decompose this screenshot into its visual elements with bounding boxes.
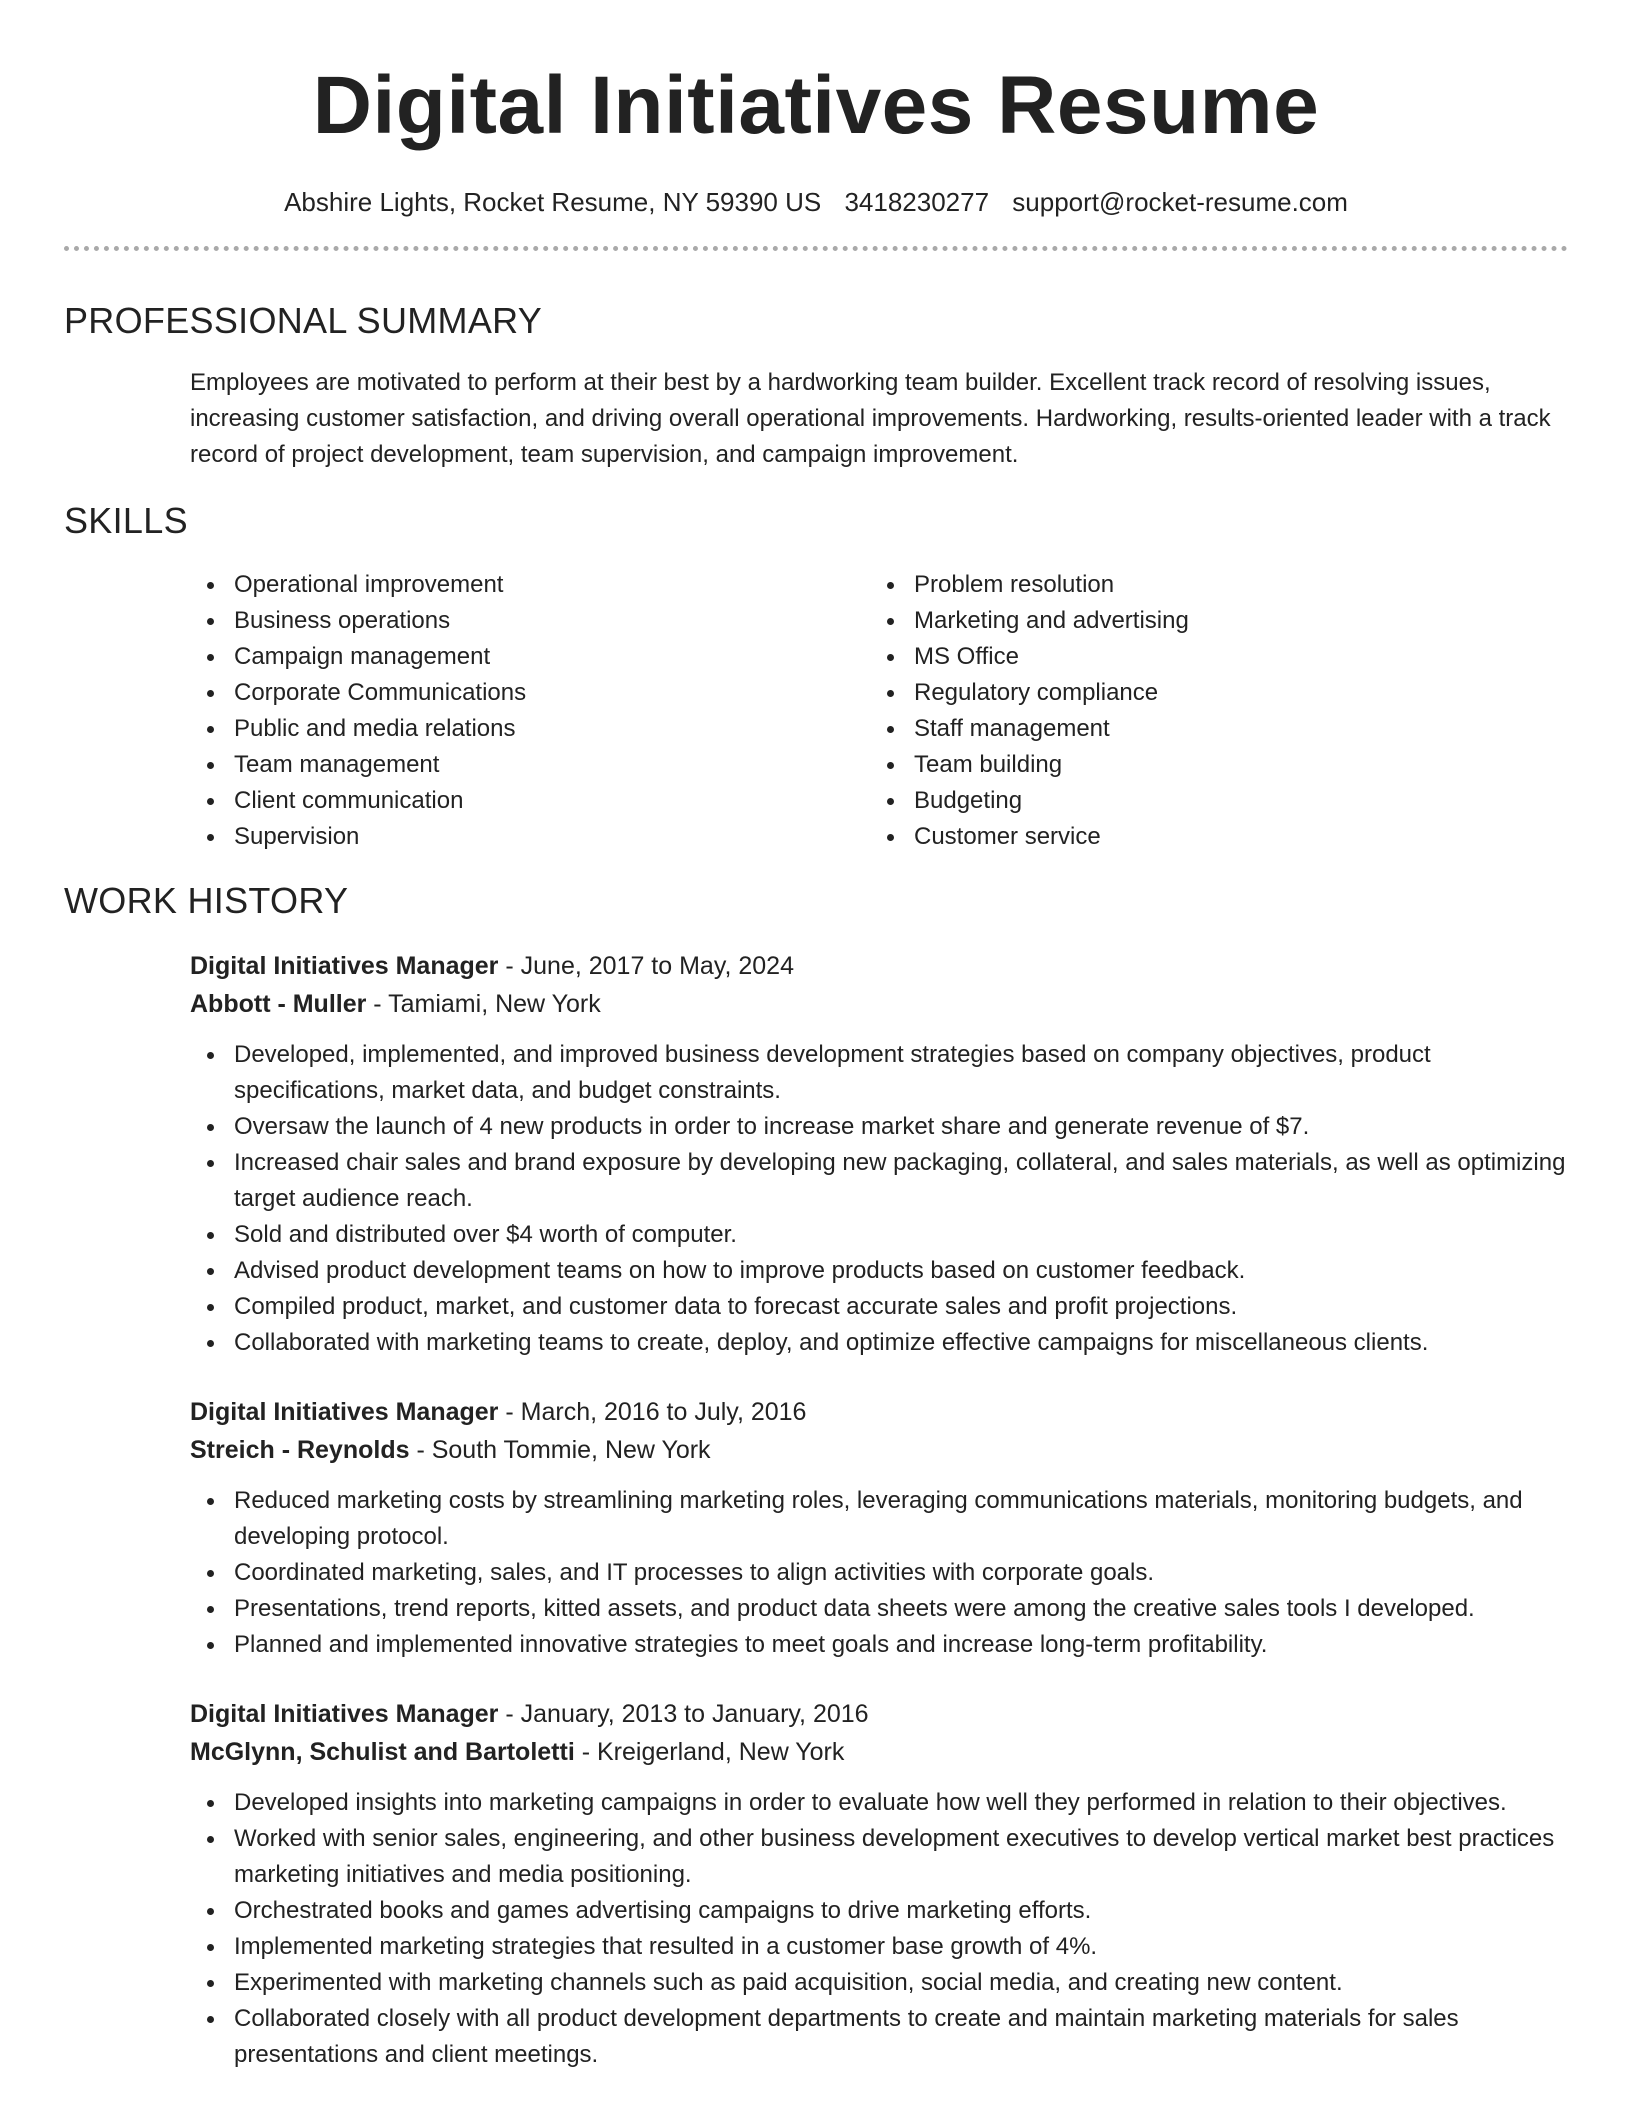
skill-item: Corporate Communications: [190, 675, 870, 711]
skills-column-right: [870, 567, 1550, 855]
job-bullet: Compiled product, market, and customer data to forecast accurate sales and profit projections.: [190, 1289, 1568, 1325]
job-bullet: Collaborated closely with all product development departments to create and maintain marketing materials for sales presentations and client meetings.: [190, 2001, 1568, 2073]
job-bullet: Orchestrated books and games advertising campaigns to drive marketing efforts.: [190, 1893, 1568, 1929]
skill-item: Supervision: [190, 819, 870, 855]
job-bullet: Reduced marketing costs by streamlining marketing roles, leveraging communications materials, monitoring budgets, and developing protocol.: [190, 1483, 1568, 1555]
skill-item: Staff management: [870, 711, 1550, 747]
job-company: Streich - Reynolds: [190, 1436, 410, 1464]
job-bullet: Implemented marketing strategies that resulted in a customer base growth of 4%.: [190, 1929, 1568, 1965]
job-location: - South Tommie, New York: [409, 1436, 711, 1464]
job-bullet: Sold and distributed over $4 worth of computer.: [190, 1217, 1568, 1253]
summary-text: Employees are motivated to perform at their best by a hardworking team builder. Excellent track record of resolving issues, increasing customer satisfaction, and driving overall operational improvements. Hardworking, results-oriented leader with a track record of project development, team supervision, and campaign improvement.: [190, 369, 1551, 468]
contact-address: Abshire Lights, Rocket Resume, NY 59390 US: [284, 187, 822, 217]
job-bullet: Coordinated marketing, sales, and IT processes to align activities with corporate goals.: [190, 1555, 1568, 1591]
skill-item: Team management: [190, 747, 870, 783]
skill-item: Problem resolution: [870, 567, 1550, 603]
job-bullet: Advised product development teams on how to improve products based on customer feedback.: [190, 1253, 1568, 1289]
job-bullet: Presentations, trend reports, kitted assets, and product data sheets were among the creative sales tools I developed.: [190, 1591, 1568, 1627]
job-company-line: [190, 985, 1568, 1023]
work-history-heading: WORK HISTORY: [64, 880, 349, 921]
job-entry: [190, 1393, 1568, 1663]
job-bullet: Collaborated with marketing teams to create, deploy, and optimize effective campaigns for miscellaneous clients.: [190, 1325, 1568, 1361]
skill-item: Marketing and advertising: [870, 603, 1550, 639]
contact-phone: 3418230277: [844, 187, 990, 217]
contact-email: support@rocket-resume.com: [1012, 187, 1348, 217]
job-entry: [190, 947, 1568, 1361]
job-bullet: Developed, implemented, and improved business development strategies based on company objectives, product specifications, market data, and budget constraints.: [190, 1037, 1568, 1109]
job-role-line: [190, 1393, 1568, 1431]
job-bullets: [190, 1785, 1568, 2073]
header-divider: [64, 246, 1568, 251]
job-dates: - March, 2016 to July, 2016: [498, 1398, 807, 1426]
job-role: Digital Initiatives Manager: [190, 952, 499, 980]
job-location: - Tamiami, New York: [366, 990, 601, 1018]
skill-item: Team building: [870, 747, 1550, 783]
job-entry: [190, 1695, 1568, 2073]
job-company-line: [190, 1733, 1568, 1771]
job-company: McGlynn, Schulist and Bartoletti: [190, 1738, 575, 1766]
job-bullet: Experimented with marketing channels such as paid acquisition, social media, and creating new content.: [190, 1965, 1568, 2001]
job-bullet: Planned and implemented innovative strategies to meet goals and increase long-term profitability.: [190, 1627, 1568, 1663]
skill-item: Regulatory compliance: [870, 675, 1550, 711]
job-location: - Kreigerland, New York: [574, 1738, 845, 1766]
job-role: Digital Initiatives Manager: [190, 1398, 499, 1426]
skills-heading: SKILLS: [64, 500, 188, 541]
job-role-line: [190, 947, 1568, 985]
summary-heading: PROFESSIONAL SUMMARY: [64, 300, 543, 341]
job-bullets: [190, 1037, 1568, 1361]
job-bullet: Increased chair sales and brand exposure by developing new packaging, collateral, and sales materials, as well as optimizing target audience reach.: [190, 1145, 1568, 1217]
job-dates: - January, 2013 to January, 2016: [498, 1700, 869, 1728]
skills-column-left: [190, 567, 870, 855]
skill-item: Business operations: [190, 603, 870, 639]
skill-item: Operational improvement: [190, 567, 870, 603]
skill-item: Client communication: [190, 783, 870, 819]
job-company-line: [190, 1431, 1568, 1469]
job-bullet: Worked with senior sales, engineering, and other business development executives to develop vertical market best practices marketing initiatives and media positioning.: [190, 1821, 1568, 1893]
skill-item: Campaign management: [190, 639, 870, 675]
skill-item: Budgeting: [870, 783, 1550, 819]
job-bullet: Oversaw the launch of 4 new products in order to increase market share and generate revenue of $7.: [190, 1109, 1568, 1145]
skill-item: Public and media relations: [190, 711, 870, 747]
job-bullets: [190, 1483, 1568, 1663]
job-role-line: [190, 1695, 1568, 1733]
contact-line: [64, 185, 1568, 219]
skills-grid: [190, 567, 1568, 855]
skill-item: Customer service: [870, 819, 1550, 855]
resume-title: Digital Initiatives Resume: [312, 60, 1320, 151]
job-dates: - June, 2017 to May, 2024: [498, 952, 794, 980]
job-bullet: Developed insights into marketing campaigns in order to evaluate how well they performed in relation to their objectives.: [190, 1785, 1568, 1821]
job-company: Abbott - Muller: [190, 990, 367, 1018]
job-role: Digital Initiatives Manager: [190, 1700, 499, 1728]
skill-item: MS Office: [870, 639, 1550, 675]
